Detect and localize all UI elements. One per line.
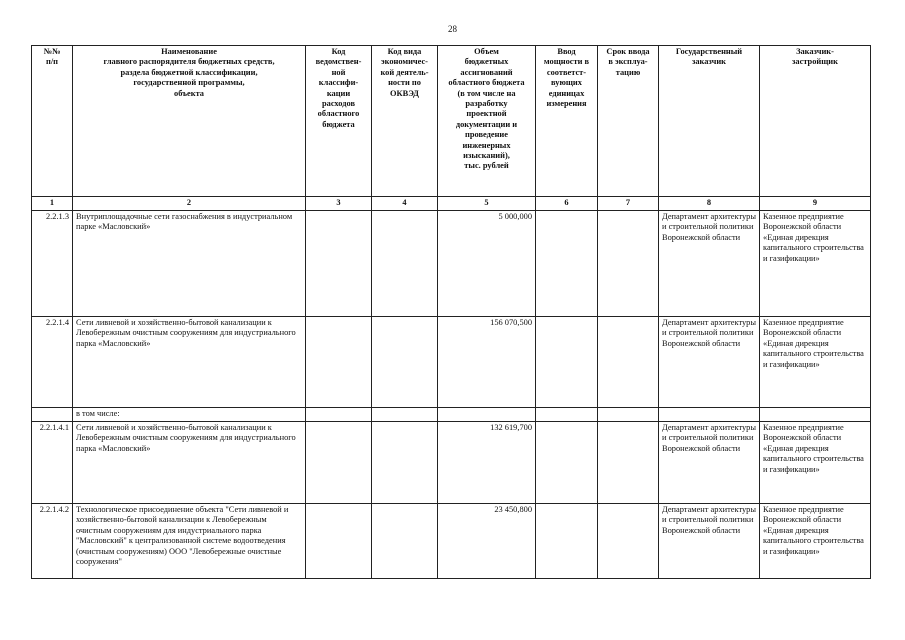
object-name: Технологическое присоединение объекта "Сети ливневой и хозяйственно-бытовой канализации к Левобережным очистным сооружениям для индустриального парка "Масловский" к централизованной системе водоотведения (очистным сооружениям) ООО "Левобережные очистные сооружения" bbox=[73, 504, 306, 579]
state-customer: Департамент архитектуры и строительной политики Воронежской области bbox=[659, 422, 760, 504]
commission-term bbox=[598, 504, 659, 579]
state-customer: Департамент архитектуры и строительной политики Воронежской области bbox=[659, 504, 760, 579]
commission-term bbox=[598, 211, 659, 317]
object-name: Сети ливневой и хозяйственно-бытовой канализации к Левобережным очистным сооружениям для индустриального парка «Масловский» bbox=[73, 422, 306, 504]
header-cell: Ввод мощности в соответст- вующих единицах измерения bbox=[536, 46, 598, 197]
header-cell: Срок ввода в эксплуа- тацию bbox=[598, 46, 659, 197]
column-number: 5 bbox=[438, 197, 536, 211]
okved-code bbox=[372, 317, 438, 408]
object-name: Внутриплощадочные сети газоснабжения в индустриальном парке «Масловский» bbox=[73, 211, 306, 317]
budget-amount: 5 000,000 bbox=[438, 211, 536, 317]
state-customer bbox=[659, 408, 760, 422]
table-row bbox=[32, 211, 871, 317]
column-number: 8 bbox=[659, 197, 760, 211]
page-number: 28 bbox=[448, 24, 457, 34]
column-number: 4 bbox=[372, 197, 438, 211]
row-code: 2.2.1.4.2 bbox=[32, 504, 73, 579]
column-number: 9 bbox=[760, 197, 871, 211]
capacity bbox=[536, 408, 598, 422]
developer bbox=[760, 408, 871, 422]
state-customer: Департамент архитектуры и строительной политики Воронежской области bbox=[659, 211, 760, 317]
capacity bbox=[536, 422, 598, 504]
table-row bbox=[32, 422, 871, 504]
budget-amount: 156 070,500 bbox=[438, 317, 536, 408]
header-cell: Государственный заказчик bbox=[659, 46, 760, 197]
row-code: 2.2.1.4 bbox=[32, 317, 73, 408]
column-number: 3 bbox=[306, 197, 372, 211]
developer: Казенное предприятие Воронежской области «Единая дирекция капитального строительства и газификации» bbox=[760, 317, 871, 408]
row-code: 2.2.1.4.1 bbox=[32, 422, 73, 504]
vedom-code bbox=[306, 211, 372, 317]
developer: Казенное предприятие Воронежской области «Единая дирекция капитального строительства и газификации» bbox=[760, 211, 871, 317]
budget-amount: 132 619,700 bbox=[438, 422, 536, 504]
vedom-code bbox=[306, 408, 372, 422]
vedom-code bbox=[306, 317, 372, 408]
okved-code bbox=[372, 422, 438, 504]
budget-amount bbox=[438, 408, 536, 422]
developer: Казенное предприятие Воронежской области «Единая дирекция капитального строительства и газификации» bbox=[760, 422, 871, 504]
column-number: 6 bbox=[536, 197, 598, 211]
row-code: 2.2.1.3 bbox=[32, 211, 73, 317]
column-number: 2 bbox=[73, 197, 306, 211]
budget-amount: 23 450,800 bbox=[438, 504, 536, 579]
table-row bbox=[32, 504, 871, 579]
vedom-code bbox=[306, 504, 372, 579]
budget-table bbox=[31, 45, 871, 579]
capacity bbox=[536, 504, 598, 579]
column-number: 1 bbox=[32, 197, 73, 211]
commission-term bbox=[598, 408, 659, 422]
header-cell: Код ведомствен- ной классифи- кации расходов областного бюджета bbox=[306, 46, 372, 197]
commission-term bbox=[598, 422, 659, 504]
table-row bbox=[32, 408, 871, 422]
okved-code bbox=[372, 211, 438, 317]
state-customer: Департамент архитектуры и строительной политики Воронежской области bbox=[659, 317, 760, 408]
object-name: в том числе: bbox=[73, 408, 306, 422]
header-cell: Код вида экономичес- кой деятель- ности по ОКВЭД bbox=[372, 46, 438, 197]
commission-term bbox=[598, 317, 659, 408]
header-cell: Наименование главного распорядителя бюджетных средств, раздела бюджетной классификации, государственной программы, объекта bbox=[73, 46, 306, 197]
table-row bbox=[32, 317, 871, 408]
header-cell: Объем бюджетных ассигнований областного бюджета (в том числе на разработку проектной документации и проведение инженерных изысканий), тыс. рублей bbox=[438, 46, 536, 197]
column-number-row bbox=[32, 197, 871, 211]
vedom-code bbox=[306, 422, 372, 504]
capacity bbox=[536, 211, 598, 317]
header-row bbox=[32, 46, 871, 197]
capacity bbox=[536, 317, 598, 408]
header-cell: Заказчик- застройщик bbox=[760, 46, 871, 197]
row-code bbox=[32, 408, 73, 422]
okved-code bbox=[372, 504, 438, 579]
object-name: Сети ливневой и хозяйственно-бытовой канализации к Левобережным очистным сооружениям для индустриального парка «Масловский» bbox=[73, 317, 306, 408]
header-cell: №№ п/п bbox=[32, 46, 73, 197]
okved-code bbox=[372, 408, 438, 422]
column-number: 7 bbox=[598, 197, 659, 211]
developer: Казенное предприятие Воронежской области «Единая дирекция капитального строительства и газификации» bbox=[760, 504, 871, 579]
